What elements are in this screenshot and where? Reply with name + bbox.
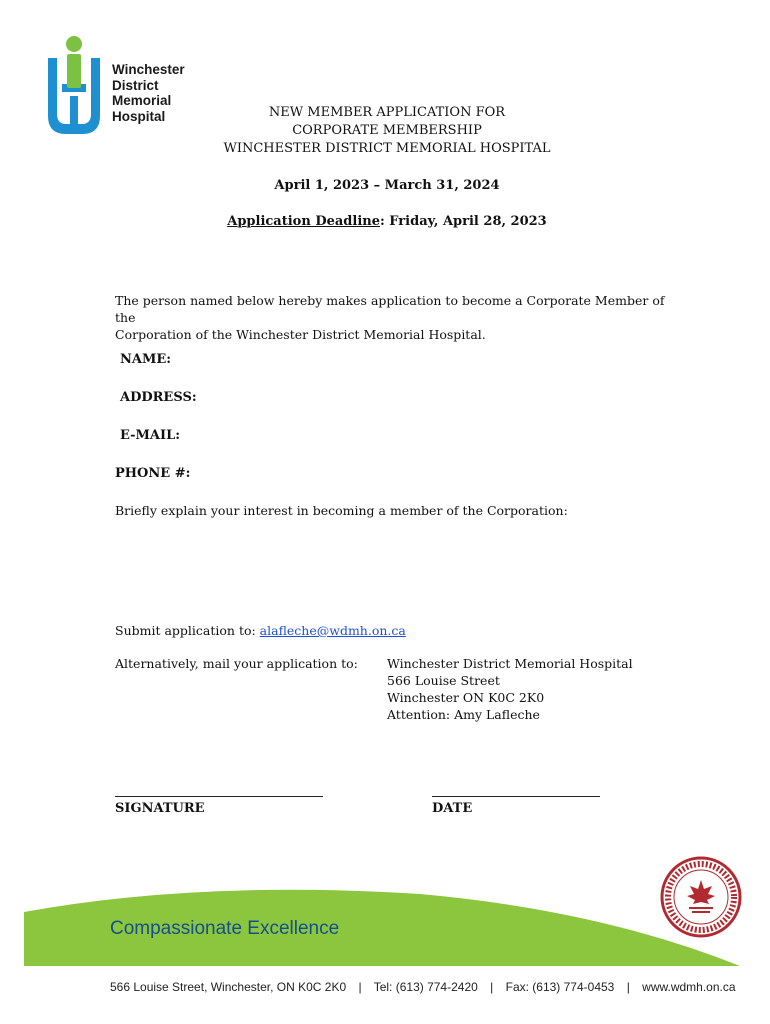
hospital-logo-text xyxy=(112,62,185,124)
footer-contact xyxy=(110,980,736,994)
document-title xyxy=(187,104,587,158)
footer-tagline: Compassionate Excellence xyxy=(110,918,340,939)
footer-separator: | xyxy=(626,980,630,994)
logo-line: Winchester xyxy=(112,62,185,77)
footer-separator: | xyxy=(358,980,362,994)
intro-line-2: Corporation of the Winchester District Memorial Hospital. xyxy=(115,327,486,342)
mail-address xyxy=(387,655,633,723)
deadline-label: Application Deadline xyxy=(227,214,380,229)
phone-label: PHONE #: xyxy=(115,466,191,481)
accreditation-seal-icon xyxy=(660,856,742,938)
footer-web: www.wdmh.on.ca xyxy=(642,980,736,994)
title-line-3: WINCHESTER DISTRICT MEMORIAL HOSPITAL xyxy=(223,141,551,156)
deadline-value: : Friday, April 28, 2023 xyxy=(379,214,547,229)
logo-line: Memorial xyxy=(112,93,172,108)
footer-address: 566 Louise Street, Winchester, ON K0C 2K0 xyxy=(110,980,347,994)
title-line-2: CORPORATE MEMBERSHIP xyxy=(292,123,482,138)
submit-email-link[interactable]: alafleche@wdmh.on.ca xyxy=(259,623,406,638)
mail-address-line: 566 Louise Street xyxy=(387,673,500,688)
hospital-logo-icon xyxy=(44,36,104,136)
mail-address-line: Winchester ON K0C 2K0 xyxy=(387,690,545,705)
name-label: NAME: xyxy=(120,352,172,367)
submit-label: Submit application to: xyxy=(115,623,260,638)
signature-label: SIGNATURE xyxy=(115,801,205,816)
footer-separator: | xyxy=(490,980,494,994)
footer-fax: Fax: (613) 774-0453 xyxy=(505,980,615,994)
accreditation-seal xyxy=(660,856,742,938)
date-label: DATE xyxy=(432,801,473,816)
intro-paragraph xyxy=(115,292,675,343)
interest-prompt: Briefly explain your interest in becoming a member of the Corporation: xyxy=(115,503,568,518)
logo-line: District xyxy=(112,77,159,93)
mail-address-line: Attention: Amy Lafleche xyxy=(387,707,540,722)
logo-line: Hospital xyxy=(112,108,166,124)
address-label: ADDRESS: xyxy=(120,390,197,405)
intro-line-1: The person named below hereby makes application to become a Corporate Member of the xyxy=(115,293,665,325)
signature-line xyxy=(115,796,323,797)
footer-tel: Tel: (613) 774-2420 xyxy=(373,980,478,994)
hospital-logo xyxy=(44,36,104,136)
date-line xyxy=(432,796,600,797)
mail-address-line: Winchester District Memorial Hospital xyxy=(387,656,633,671)
application-deadline xyxy=(187,213,587,231)
mail-label: Alternatively, mail your application to: xyxy=(115,656,358,671)
submit-line xyxy=(115,622,406,639)
title-line-1: NEW MEMBER APPLICATION FOR xyxy=(268,105,506,120)
membership-dates: April 1, 2023 – March 31, 2024 xyxy=(274,178,500,193)
email-label: E-MAIL: xyxy=(120,428,181,443)
